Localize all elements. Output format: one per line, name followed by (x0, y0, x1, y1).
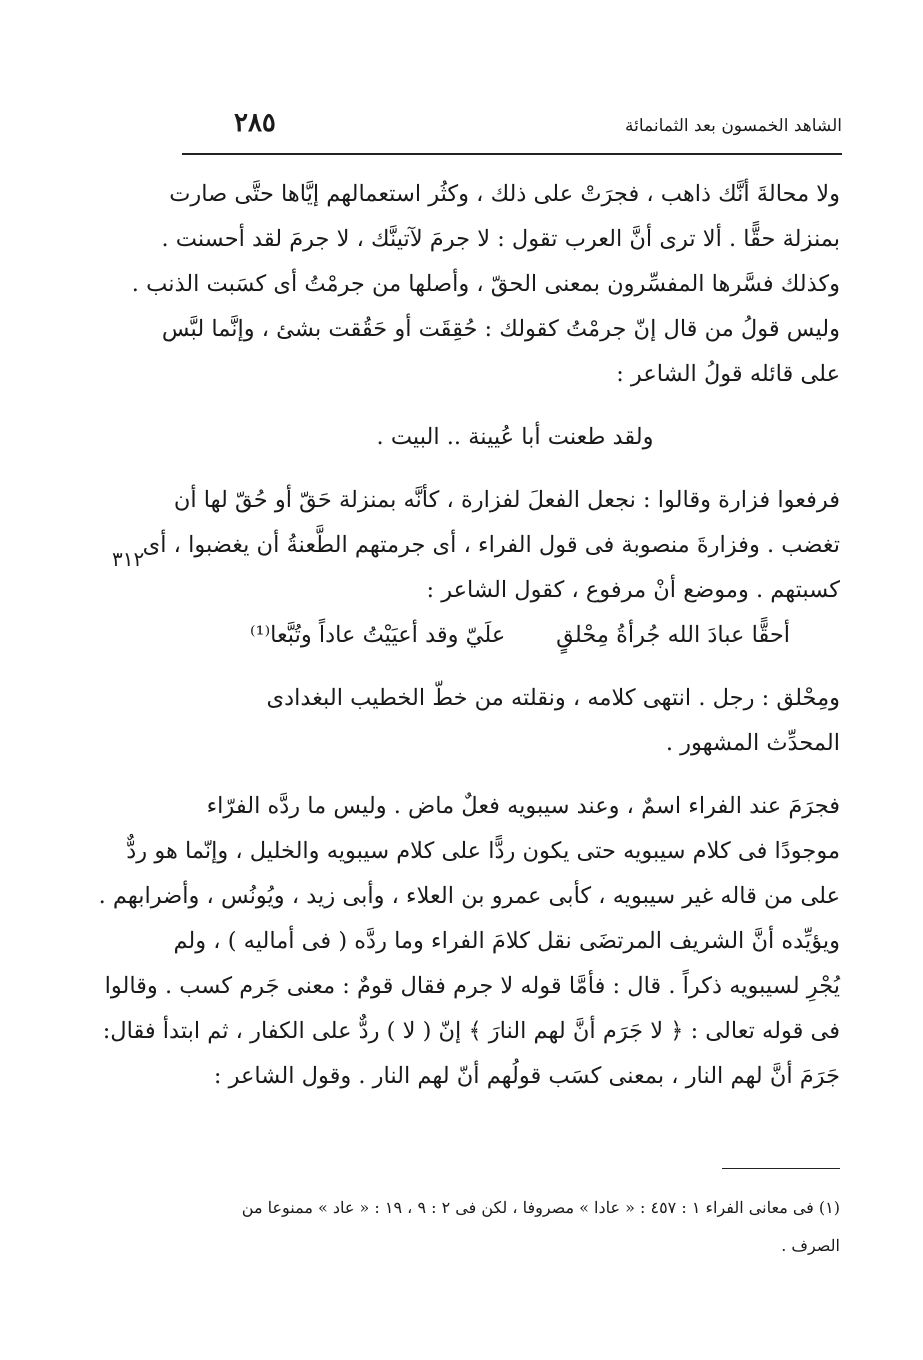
footnote-line: (١) فى معانى الفراء ١ : ٤٥٧ : « عادا » مصروفا ، لكن فى ٢ : ٩ ، ١٩ : « عاد » ممنوعا من (241, 1198, 840, 1217)
page-number: ٢٨٥ (234, 108, 276, 138)
text-line: بمنزلة حقًّا . ألا ترى أنَّ العرب تقول : لا جرمَ لآتينَّك ، لا جرمَ لقد أحسنت . (161, 226, 840, 252)
poetry-verse (190, 613, 840, 658)
text-line: وكذلك فسَّرها المفسِّرون بمعنى الحقّ ، وأصلها من جرمْتُ أى كسَبت الذنب . (131, 271, 840, 297)
footnote-rule (722, 1168, 840, 1169)
text-line: ويؤيِّده أنَّ الشريف المرتضَى نقل كلامَ الفراء وما ردَّه ( فى أماليه ) ، ولم (173, 928, 840, 954)
footnote-line: الصرف . (781, 1236, 840, 1255)
text-line: على من قاله غير سيبويه ، كأبى عمرو بن العلاء ، وأبى زيد ، ويُونُس ، وأضرابهم . (98, 883, 840, 909)
text-line: المحدِّث المشهور . (665, 730, 840, 756)
footnotes (190, 1193, 840, 1269)
margin-page-reference: ٣١٢ (112, 547, 145, 571)
text-line: تغضب . وفزارةَ منصوبة فى قول الفراء ، أى جرمتهم الطَّعنةُ أن يغضبوا ، أى (142, 532, 840, 558)
text-line: على قائله قولُ الشاعر : (616, 361, 840, 387)
text-line: وليس قولُ من قال إنّ جرمْتُ كقولك : حُقِقَت أو حَقُقت بشئ ، وإنَّما لبَّس (161, 316, 840, 342)
text-line: ومِحْلق : رجل . انتهى كلامه ، ونقلته من خطّ الخطيب البغدادى (266, 685, 840, 711)
verse-second-hemistich: علَيّ وقد أعيَيْتُ عاداً وتُبَّعا⁽¹⁾ (250, 622, 506, 648)
text-line: جَرَمَ أنَّ لهم النار ، بمعنى كسَب قولُهم أنّ لهم النار . وقول الشاعر : (213, 1063, 840, 1089)
running-title: الشاهد الخمسون بعد الثمانمائة (625, 116, 842, 136)
header-rule (182, 153, 842, 155)
text-line: كسبتهم . وموضع أنْ مرفوع ، كقول الشاعر : (426, 577, 840, 603)
quoted-verse-line: ولقد طعنت أبا عُيينة .. البيت . (376, 424, 654, 450)
text-line: فى قوله تعالى : ﴿ لا جَرَم أنَّ لهم النارَ ﴾ إنّ ( لا ) ردٌّ على الكفار ، ثم ابتدأ فقال: (102, 1018, 840, 1044)
text-line: يُجْرِ لسيبويه ذكراً . قال : فأمَّا قوله لا جرم فقال قومٌ : معنى جَرم كسب . وقالوا (104, 973, 840, 999)
text-line: ولا محالةَ أنَّك ذاهب ، فجرَتْ على ذلك ، وكثُر استعمالهم إيَّاها حتَّى صارت (169, 181, 840, 207)
text-line: موجودًا فى كلام سيبويه حتى يكون ردًّا على كلام سيبويه والخليل ، وإنّما هو ردٌّ (126, 838, 840, 864)
verse-first-hemistich: أحقًّا عبادَ الله جُرأةُ مِحْلقٍ (556, 622, 790, 648)
page-header (182, 108, 842, 148)
text-line: فجرَمَ عند الفراء اسمٌ ، وعند سيبويه فعلٌ ماض . وليس ما ردَّه الفرّاء (206, 793, 840, 819)
text-line: فرفعوا فزارة وقالوا : نجعل الفعلَ لفزارة ، كأنَّه بمنزلة حَقّ أو حُقّ لها أن (173, 487, 840, 513)
